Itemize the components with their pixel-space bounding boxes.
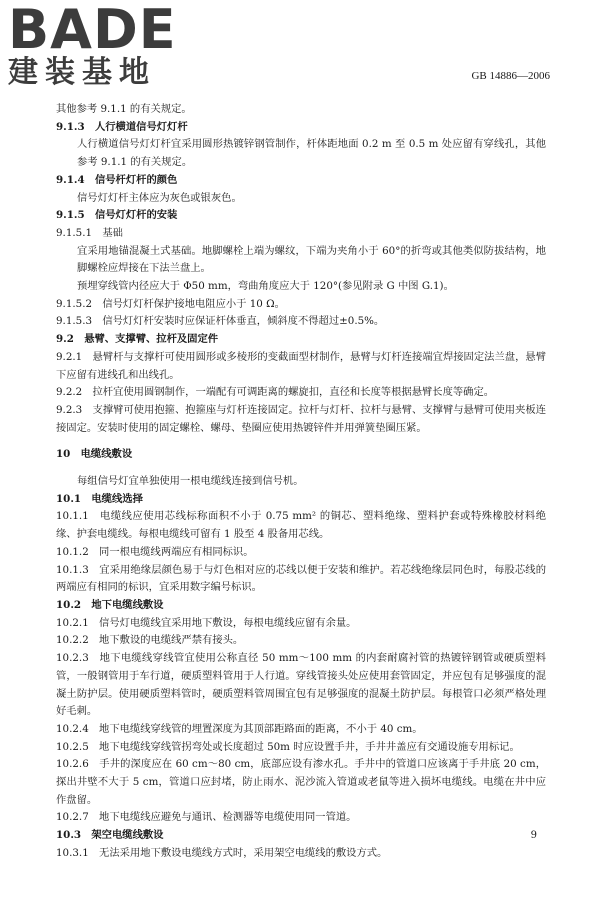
paragraph: 预埋穿线管内径应大于 Φ50 mm，弯曲角度应大于 120°(参见附录 G 中图 G.1)。: [77, 280, 454, 293]
section-heading: 10.2 地下电缆线敷设: [56, 598, 164, 611]
clause: 9.1.5.3 信号灯灯杆安装时应保证杆体垂直，倾斜度不得超过±0.5%。: [56, 315, 385, 328]
clause: 10.2.3 地下电缆线穿线管宜使用公称直径 50 mm～100 mm 的内套耐腐衬管的热镀锌钢管或硬质塑料管，一般钢管用于车行道，硬质塑料管用于人行道。穿线管接头处应使用套管固定，并应包有足够强度的混凝土防护层。使用硬质塑料管时，硬质塑料管周围宜包有足够强度的混凝土防护层。每根管口必须严格处理好毛刺。: [56, 652, 546, 718]
section-heading: 10.1 电缆线选择: [56, 492, 143, 505]
paragraph: 宜采用地锚混凝土式基础。地脚螺栓上端为螺纹，下端为夹角小于 60°的折弯或其他类似防拔结构，地脚螺栓应焊接在下法兰盘上。: [77, 244, 546, 275]
paragraph: 人行横道信号灯灯杆宜采用圆形热镀锌钢管制作，杆体距地面 0.2 m 至 0.5 m 处应留有穿线孔，其他参考 9.1.1 的有关规定。: [77, 138, 546, 169]
section-heading: 9.1.5 信号灯灯杆的安装: [56, 209, 178, 222]
clause: 9.1.5.2 信号灯灯杆保护接地电阻应小于 10 Ω。: [56, 297, 285, 310]
standard-number: GB 14886—2006: [471, 70, 550, 82]
clause: 10.2.6 手井的深度应在 60 cm～80 cm，底部应设有渗水孔。手井中的管道口应该离于手井底 20 cm，探出井壁不大于 5 cm，管道口应封堵，防止雨水、泥沙流入管道或老鼠等进入损坏电缆线。电缆在井中应作盘留。: [56, 758, 546, 806]
paragraph: 每组信号灯宜单独使用一根电缆线连接到信号机。: [77, 475, 304, 488]
logo-wordmark: BADE: [8, 0, 177, 61]
clause: 9.2.1 悬臂杆与支撑杆可使用圆形或多棱形的变截面型材制作，悬臂与灯杆连接端宜焊接固定法兰盘，悬臂下应留有进线孔和出线孔。: [56, 350, 546, 381]
logo-subtitle: 建装基地: [8, 55, 156, 90]
clause: 10.1.2 同一根电缆线两端应有相同标识。: [56, 545, 254, 558]
document-body: [56, 101, 546, 863]
chapter-heading: 10 电缆线敷设: [56, 448, 133, 461]
clause: 10.2.4 地下电缆线穿线管的埋置深度为其顶部距路面的距离，不小于 40 cm。: [56, 722, 423, 735]
clause: 10.2.5 地下电缆线穿线管拐弯处或长度超过 50m 时应设置手井，手井井盖应有交通设施专用标记。: [56, 740, 520, 753]
section-heading: 9.1.3 人行横道信号灯灯杆: [56, 120, 188, 133]
clause: 9.2.2 拉杆宜使用圆钢制作，一端配有可调距离的螺旋扣，直径和长度等根据悬臂长度等确定。: [56, 386, 495, 399]
clause: 10.3.1 无法采用地下敷设电缆线方式时，采用架空电缆线的敷设方式。: [56, 846, 388, 859]
paragraph: 信号灯灯杆主体应为灰色或银灰色。: [77, 191, 242, 204]
clause: 10.2.2 地下敷设的电缆线严禁有接头。: [56, 634, 244, 647]
subsection-heading: 9.1.5.1 基础: [56, 226, 123, 239]
page-number: 9: [530, 830, 537, 841]
clause: 10.1.3 宜采用绝缘层颜色易于与灯色相对应的芯线以便于安装和维护。若芯线绝缘层同色时，每股芯线的两端应有相同的标识，宜采用数字编号标识。: [56, 563, 546, 594]
site-logo: [8, 2, 178, 90]
clause: 10.2.7 地下电缆线应避免与通讯、检测器等电缆使用同一管道。: [56, 811, 357, 824]
section-heading: 9.2 悬臂、支撑臂、拉杆及固定件: [56, 333, 219, 346]
section-heading: 9.1.4 信号杆灯杆的颜色: [56, 173, 178, 186]
clause: 10.1.1 电缆线应使用芯线标称面积不小于 0.75 mm² 的铜芯、塑料绝缘、塑料护套或特殊橡胶材料绝缘、护套电缆线。每根电缆线可留有 1 股至 4 股备用芯线。: [56, 510, 546, 541]
clause: 10.2.1 信号灯电缆线宜采用地下敷设，每根电缆线应留有余量。: [56, 616, 357, 629]
paragraph: 其他参考 9.1.1 的有关规定。: [56, 103, 192, 115]
section-heading: 10.3 架空电缆线敷设: [56, 829, 164, 842]
clause: 9.2.3 支撑臂可使用抱箍、抱箍座与灯杆连接固定。拉杆与灯杆、拉杆与悬臂、支撑臂与悬臂可使用夹板连接固定。安装时使用的固定螺栓、螺母、垫圈应使用热镀锌件并用弹簧垫圈压紧。: [56, 403, 546, 434]
